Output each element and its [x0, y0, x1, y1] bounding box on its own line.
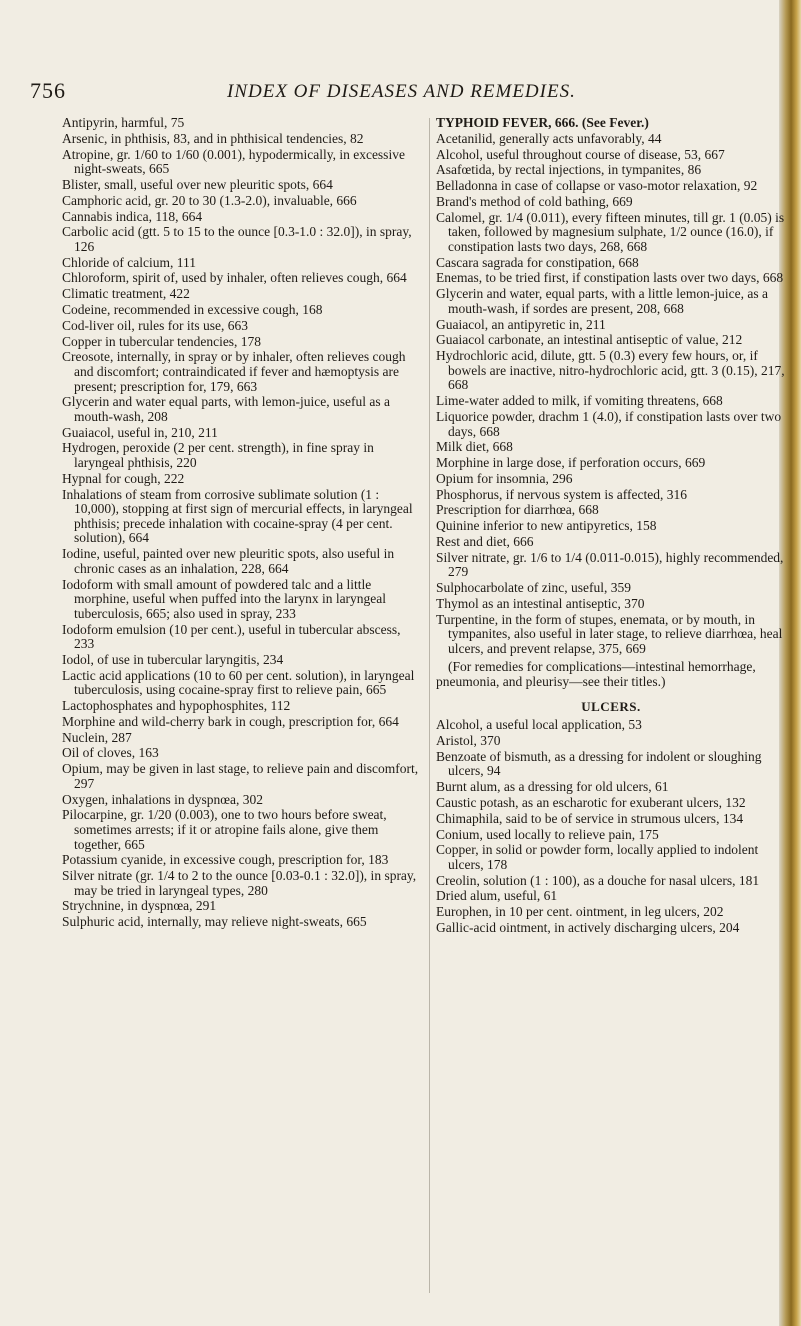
index-entry: Silver nitrate, gr. 1/6 to 1/4 (0.011-0.015), highly recommended, 279 [436, 549, 784, 580]
right-column [436, 116, 786, 937]
index-entry: Arsenic, in phthisis, 83, and in phthisical tendencies, 82 [62, 130, 364, 146]
index-entry: Potassium cyanide, in excessive cough, prescription for, 183 [62, 852, 389, 868]
index-entry: Camphoric acid, gr. 20 to 30 (1.3-2.0), invaluable, 666 [62, 192, 357, 208]
typhoid-heading-text: TYPHOID FEVER, 666. (See Fever.) [436, 115, 649, 130]
index-entry: Prescription for diarrhœa, 668 [436, 502, 599, 518]
index-entry: Oxygen, inhalations in dyspnœa, 302 [62, 791, 263, 807]
index-entry: Sulphocarbolate of zinc, useful, 359 [436, 580, 631, 596]
index-entry: Inhalations of steam from corrosive sublimate solution (1 : 10,000), stopping at first sign of mercurial effects, in laryngeal phthisis; precede inhalation with cocaine-spray (4 per cent. solution), 664 [62, 486, 413, 546]
index-entry: Pilocarpine, gr. 1/20 (0.003), one to two hours before sweat, sometimes arrests; if it or atropine fails alone, give them together, 665 [62, 807, 387, 852]
index-entry: Rest and diet, 666 [436, 533, 534, 549]
index-entry: Copper, in solid or powder form, locally applied to indolent ulcers, 178 [436, 842, 759, 872]
index-entry: Cascara sagrada for constipation, 668 [436, 254, 639, 270]
index-entry: Iodine, useful, painted over new pleuritic spots, also useful in chronic cases as an inhalation, 228, 664 [62, 546, 395, 576]
index-entry: Lactic acid applications (10 to 60 per cent. solution), in laryngeal tuberculosis, using cocaine-spray first to relieve pain, 665 [62, 667, 415, 698]
index-entry: Morphine in large dose, if perforation occurs, 669 [436, 455, 706, 471]
index-entry: Brand's method of cold bathing, 669 [436, 193, 633, 209]
index-entry: Sulphuric acid, internally, may relieve night-sweats, 665 [62, 914, 367, 930]
index-entry: Blister, small, useful over new pleuritic spots, 664 [62, 176, 333, 192]
index-entry: Gallic-acid ointment, in actively discharging ulcers, 204 [436, 920, 740, 936]
index-entry: Nuclein, 287 [62, 729, 132, 745]
index-entry: Guaiacol carbonate, an intestinal antiseptic of value, 212 [436, 332, 743, 348]
page-number: 756 [30, 78, 66, 103]
index-entry: Silver nitrate (gr. 1/4 to 2 to the ounce [0.03-0.1 : 32.0]), in spray, may be tried in laryngeal types, 280 [62, 868, 417, 898]
index-entry: Phosphorus, if nervous system is affected, 316 [436, 486, 687, 502]
index-entry: Asafœtida, by rectal injections, in tympanites, 86 [436, 162, 702, 178]
index-entry: Codeine, recommended in excessive cough, 168 [62, 302, 323, 317]
index-entry: Copper in tubercular tendencies, 178 [62, 333, 262, 349]
running-title: INDEX OF DISEASES AND REMEDIES. [227, 81, 576, 102]
index-entry: Iodoform emulsion (10 per cent.), useful in tubercular abscess, 233 [62, 621, 401, 652]
index-entry: Glycerin and water equal parts, with lemon-juice, useful as a mouth-wash, 208 [62, 394, 391, 424]
index-entry: Hydrogen, peroxide (2 per cent. strength), in fine spray in laryngeal phthisis, 220 [62, 440, 374, 471]
index-entry: Europhen, in 10 per cent. ointment, in leg ulcers, 202 [436, 904, 724, 920]
index-entry: Hypnal for cough, 222 [62, 470, 185, 486]
typhoid-fever-heading [436, 116, 786, 131]
index-entry: Enemas, to be tried first, if constipation lasts over two days, 668 [436, 270, 784, 286]
index-entry: Alcohol, useful throughout course of disease, 53, 667 [436, 146, 725, 162]
index-entry: Cannabis indica, 118, 664 [62, 208, 203, 224]
index-entry: Hydrochloric acid, dilute, gtt. 5 (0.3) every few hours, or, if bowels are inactive, nitro-hydrochloric acid, gtt. 3 (0.15), 217, 668 [436, 348, 785, 393]
index-entry: Antipyrin, harmful, 75 [62, 115, 185, 130]
index-entry: Burnt alum, as a dressing for old ulcers, 61 [436, 779, 669, 795]
index-entry: Chimaphila, said to be of service in strumous ulcers, 134 [436, 810, 744, 826]
index-entry: Caustic potash, as an escharotic for exuberant ulcers, 132 [436, 794, 746, 810]
ulcers-heading: ULCERS. [581, 698, 641, 714]
typhoid-entries [436, 132, 786, 657]
index-entry: Turpentine, in the form of stupes, enemata, or by mouth, in tympanites, also useful in later stage, to relieve diarrhœa, heal ulcers, and prevent relapse, 375, 669 [436, 611, 783, 656]
index-entry: Belladonna in case of collapse or vaso-motor relaxation, 92 [436, 178, 758, 194]
index-entry: Cod-liver oil, rules for its use, 663 [62, 317, 248, 333]
index-entry: Chloroform, spirit of, used by inhaler, often relieves cough, 664 [62, 270, 407, 286]
index-entry: Benzoate of bismuth, as a dressing for indolent or sloughing ulcers, 94 [436, 748, 762, 779]
index-entry: Lime-water added to milk, if vomiting threatens, 668 [436, 393, 723, 409]
index-entry: Opium, may be given in last stage, to relieve pain and discomfort, 297 [62, 761, 419, 791]
index-entry: Guaiacol, useful in, 210, 211 [62, 424, 218, 440]
index-entry: Thymol as an intestinal antiseptic, 370 [436, 595, 645, 611]
index-entry: Alcohol, a useful local application, 53 [436, 717, 642, 733]
index-entry: Milk diet, 668 [436, 439, 513, 455]
index-entry: Strychnine, in dyspnœa, 291 [62, 898, 217, 914]
index-entry: Morphine and wild-cherry bark in cough, prescription for, 664 [62, 713, 399, 729]
index-entry: Creolin, solution (1 : 100), as a douche for nasal ulcers, 181 [436, 872, 760, 888]
index-entry: Atropine, gr. 1/60 to 1/60 (0.001), hypodermically, in excessive night-sweats, 665 [62, 146, 405, 177]
left-column [62, 116, 422, 931]
index-entry: Acetanilid, generally acts unfavorably, 44 [436, 130, 662, 146]
index-entry: Iodol, of use in tubercular laryngitis, 234 [62, 651, 284, 667]
index-entry: Lactophosphates and hypophosphites, 112 [62, 698, 291, 714]
index-entry: Liquorice powder, drachm 1 (4.0), if constipation lasts over two days, 668 [436, 408, 782, 439]
index-entry: Calomel, gr. 1/4 (0.011), every fifteen minutes, till gr. 1 (0.05) is taken, followed by magnesium sulphate, 1/2 ounce (16.0), if constipation lasts two days, 268, 668 [436, 209, 785, 254]
index-entry: Climatic treatment, 422 [62, 286, 190, 302]
ulcers-entries [436, 718, 786, 935]
index-entry: Guaiacol, an antipyretic in, 211 [436, 316, 606, 332]
index-entry: Dried alum, useful, 61 [436, 888, 558, 904]
index-entry: Oil of cloves, 163 [62, 745, 159, 761]
index-entry: Quinine inferior to new antipyretics, 158 [436, 518, 657, 534]
index-entry: Opium for insomnia, 296 [436, 470, 573, 486]
index-entry: Creosote, internally, in spray or by inhaler, often relieves cough and discomfort; contraindicated if fever and hæmoptysis are present; prescription for, 179, 663 [62, 349, 406, 394]
page-header [30, 78, 761, 108]
column-divider [429, 118, 430, 1293]
index-entry: Aristol, 370 [436, 733, 501, 749]
index-entry: Carbolic acid (gtt. 5 to 15 to the ounce [0.3-1.0 : 32.0]), in spray, 126 [62, 224, 412, 254]
index-entry: Conium, used locally to relieve pain, 175 [436, 826, 659, 842]
typhoid-note: (For remedies for complications—intestinal hemorrhage, pneumonia, and pleurisy—see their titles.) [436, 659, 756, 690]
index-entry: Iodoform with small amount of powdered talc and a little morphine, useful when puffed into the larynx in laryngeal tuberculosis, 665; also used in spray, 233 [62, 576, 387, 621]
index-entry: Glycerin and water, equal parts, with a little lemon-juice, as a mouth-wash, if sordes are present, 208, 668 [436, 286, 768, 316]
index-entry: Chloride of calcium, 111 [62, 254, 196, 270]
